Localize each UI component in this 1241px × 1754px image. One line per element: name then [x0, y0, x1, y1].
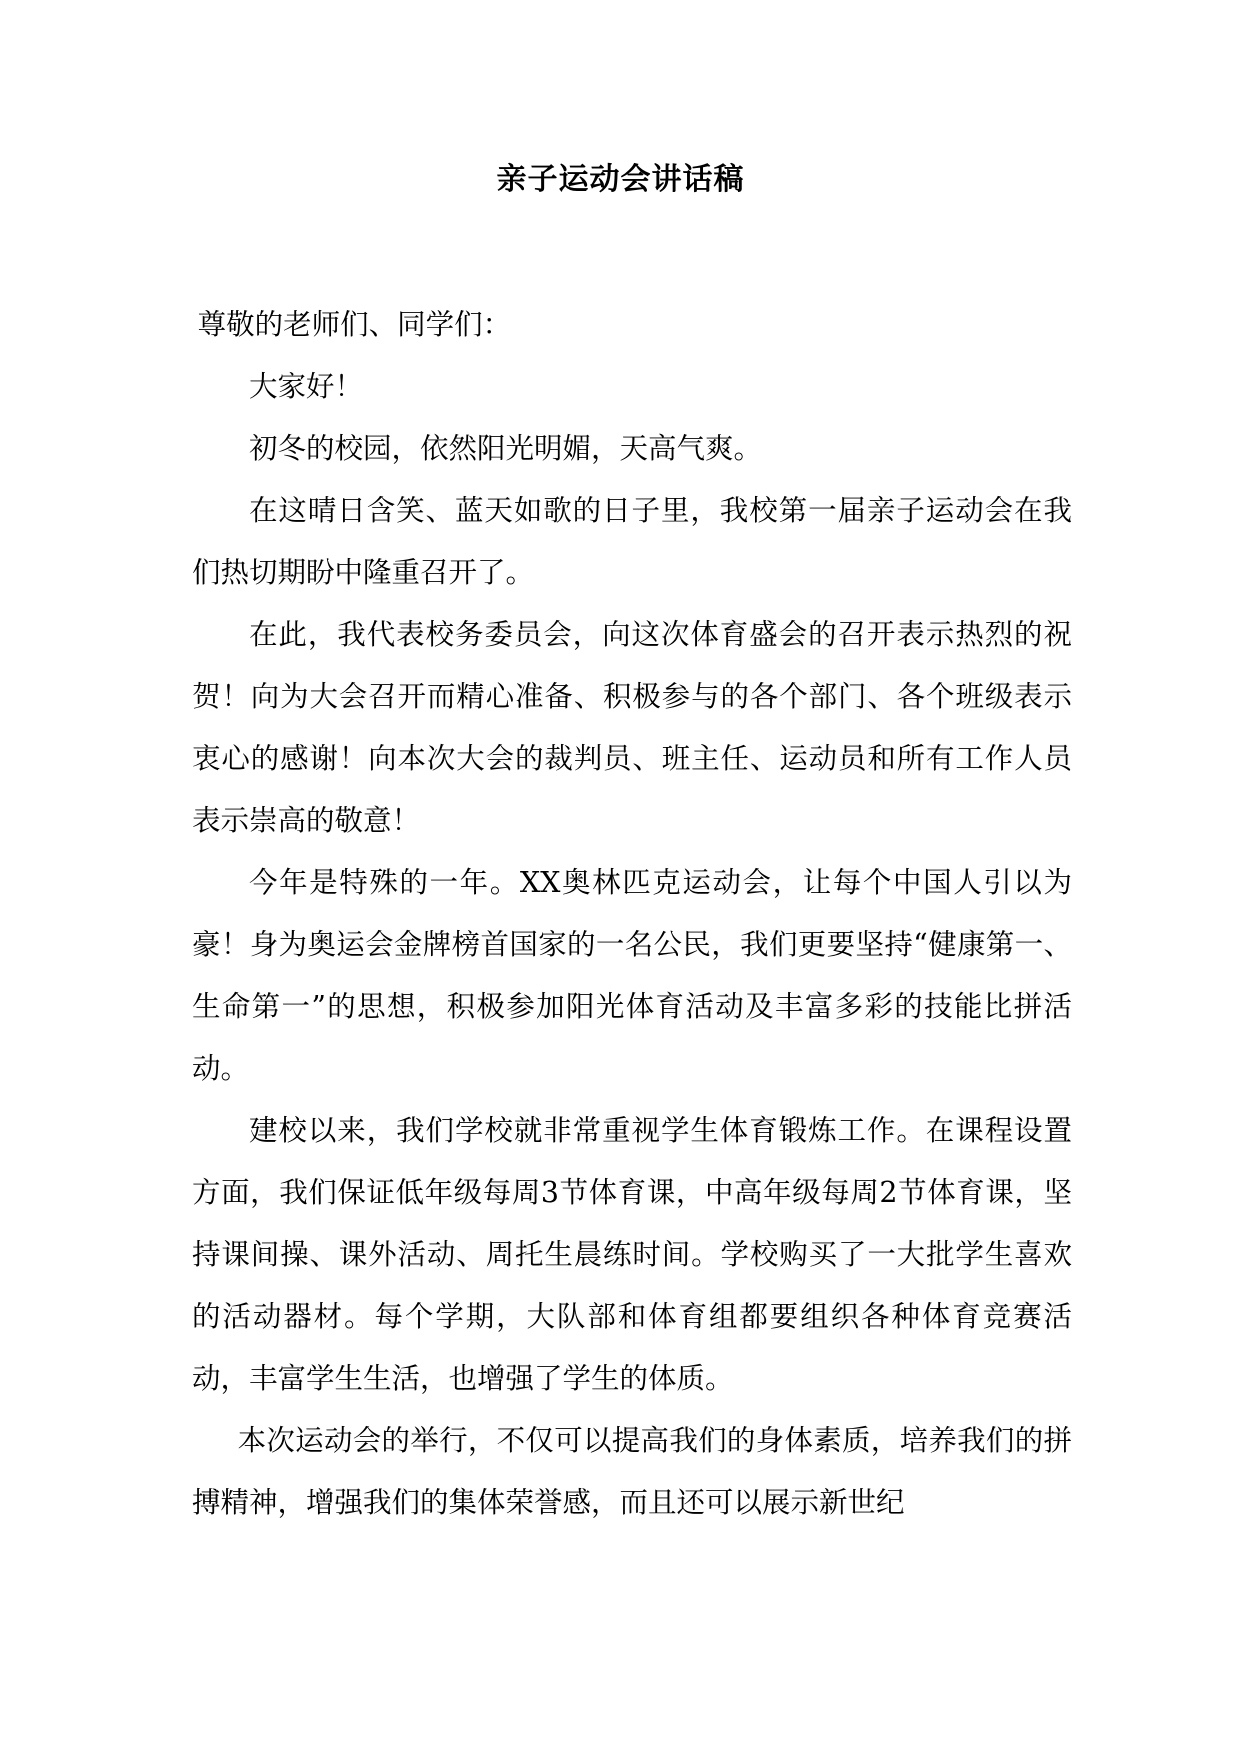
- greeting-paragraph: 大家好！: [249, 370, 364, 403]
- body-paragraph: 初冬的校园，依然阳光明媚，天高气爽。: [249, 432, 763, 465]
- body-paragraph: 今年是特殊的一年。XX奥林匹克运动会，让每个中国人引以为豪！身为奥运会金牌榜首国家的一名公民，我们更要坚持“健康第一、生命第一”的思想，积极参加阳光体育活动及丰富多彩的技能比拼活动。: [192, 866, 1072, 1085]
- body-paragraph: 在这晴日含笑、蓝天如歌的日子里，我校第一届亲子运动会在我们热切期盼中隆重召开了。: [192, 494, 1072, 589]
- body-paragraph: 在此，我代表校务委员会，向这次体育盛会的召开表示热烈的祝贺！向为大会召开而精心准备、积极参与的各个部门、各个班级表示衷心的感谢！向本次大会的裁判员、班主任、运动员和所有工作人员表示崇高的敬意！: [192, 618, 1072, 837]
- body-paragraph: 本次运动会的举行，不仅可以提高我们的身体素质，培养我们的拼搏精神，增强我们的集体荣誉感，而且还可以展示新世纪: [192, 1424, 1072, 1519]
- document-title: 亲子运动会讲话稿: [496, 162, 745, 197]
- salutation-paragraph: 尊敬的老师们、同学们：: [197, 308, 512, 341]
- body-paragraph: 建校以来，我们学校就非常重视学生体育锻炼工作。在课程设置方面，我们保证低年级每周3节体育课，中高年级每周2节体育课，坚持课间操、课外活动、周托生晨练时间。学校购买了一大批学生喜欢的活动器材。每个学期，大队部和体育组都要组织各种体育竞赛活动，丰富学生生活，也增强了学生的体质。: [192, 1114, 1072, 1395]
- document-body: [192, 294, 1072, 1534]
